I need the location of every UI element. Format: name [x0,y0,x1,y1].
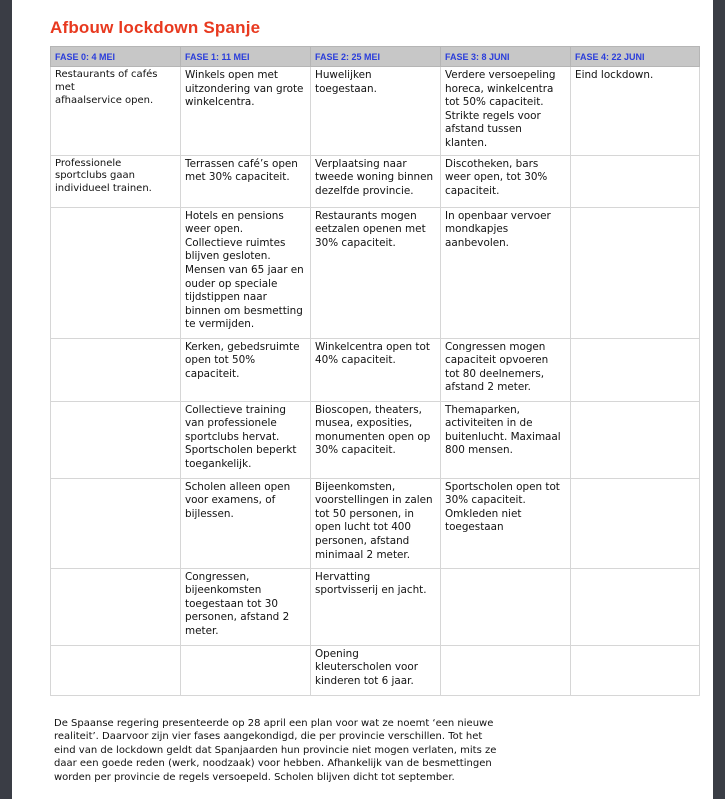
table-cell: Sportscholen open tot 30% capaciteit. Omkleden niet toegestaan [441,478,571,568]
table-cell: Winkelcentra open tot 40% capaciteit. [311,338,441,401]
table-cell [51,338,181,401]
description-paragraph: De Spaanse regering presenteerde op 28 april een plan voor wat ze noemt ‘een nieuwe realiteit’. Daarvoor zijn vier fases aangekondigd, die per provincie verschillen. Tot het eind van de lockdown geldt dat Spanjaarden hun provincie niet mogen verlaten, mits ze daar een goede reden (werk, noodzaak) voor hebben. Afhankelijk van de besmettingen worden per provincie de regels versoepeld. Scholen blijven dicht tot september. [54,718,497,783]
table-row [51,207,700,338]
table-cell [571,338,700,401]
table-cell [571,645,700,695]
table-cell: Kerken, gebedsruimte open tot 50% capaciteit. [181,338,311,401]
table-cell [51,401,181,478]
table-cell [51,645,181,695]
table-cell: Huwelijken toegestaan. [311,67,441,156]
table-cell [181,645,311,695]
table-cell [441,568,571,645]
table-row [51,478,700,568]
table-cell: In openbaar vervoer mondkapjes aanbevolen. [441,207,571,338]
table-cell: Scholen alleen open voor examens, of bijlessen. [181,478,311,568]
header-phase-0: FASE 0: 4 MEI [51,47,181,67]
table-cell: Congressen, bijeenkomsten toegestaan tot 30 personen, afstand 2 meter. [181,568,311,645]
table-cell: Hotels en pensions weer open. Collectieve ruimtes blijven gesloten. Mensen van 65 jaar en ouder op speciale tijdstippen naar binnen om besmetting te vermijden. [181,207,311,338]
document-page [12,0,713,799]
table-row [51,155,700,207]
table-cell: Professionele sportclubs gaan individueel trainen. [51,155,181,207]
table-row [51,401,700,478]
table-cell: Terrassen café’s open met 30% capaciteit. [181,155,311,207]
table-cell [51,207,181,338]
table-header-row [51,47,700,67]
table-cell: Verdere versoepeling horeca, winkelcentra tot 50% capaciteit. Strikte regels voor afstand tussen klanten. [441,67,571,156]
table-row [51,568,700,645]
table-cell [51,568,181,645]
table-cell: Collectieve training van professionele sportclubs hervat. Sportscholen beperkt toegankelijk. [181,401,311,478]
table-cell: Verplaatsing naar tweede woning binnen dezelfde provincie. [311,155,441,207]
table-cell [571,207,700,338]
table-cell: Opening kleuterscholen voor kinderen tot 6 jaar. [311,645,441,695]
table-row [51,338,700,401]
table-cell [51,478,181,568]
table-cell: Congressen mogen capaciteit opvoeren tot 80 deelnemers, afstand 2 meter. [441,338,571,401]
header-phase-1: FASE 1: 11 MEI [181,47,311,67]
table-cell: Restaurants of cafés met afhaalservice open. [51,67,181,156]
table-cell: Eind lockdown. [571,67,700,156]
table-cell: Bijeenkomsten, voorstellingen in zalen tot 50 personen, in open lucht tot 400 personen, afstand minimaal 2 meter. [311,478,441,568]
table-cell: Discotheken, bars weer open, tot 30% capaciteit. [441,155,571,207]
table-cell: Hervatting sportvisserij en jacht. [311,568,441,645]
header-phase-3: FASE 3: 8 JUNI [441,47,571,67]
table-cell: Winkels open met uitzondering van grote winkelcentra. [181,67,311,156]
table-cell: Bioscopen, theaters, musea, exposities, monumenten open op 30% capaciteit. [311,401,441,478]
page-title: Afbouw lockdown Spanje [50,18,261,37]
table-row [51,645,700,695]
header-phase-2: FASE 2: 25 MEI [311,47,441,67]
table-cell: Restaurants mogen eetzalen openen met 30% capaciteit. [311,207,441,338]
header-phase-4: FASE 4: 22 JUNI [571,47,700,67]
table-row [51,67,700,156]
phases-table [50,46,700,696]
table-cell [571,401,700,478]
table-cell [571,568,700,645]
table-cell [571,155,700,207]
table-cell [441,645,571,695]
table-cell [571,478,700,568]
table-cell: Themaparken, activiteiten in de buitenlucht. Maximaal 800 mensen. [441,401,571,478]
